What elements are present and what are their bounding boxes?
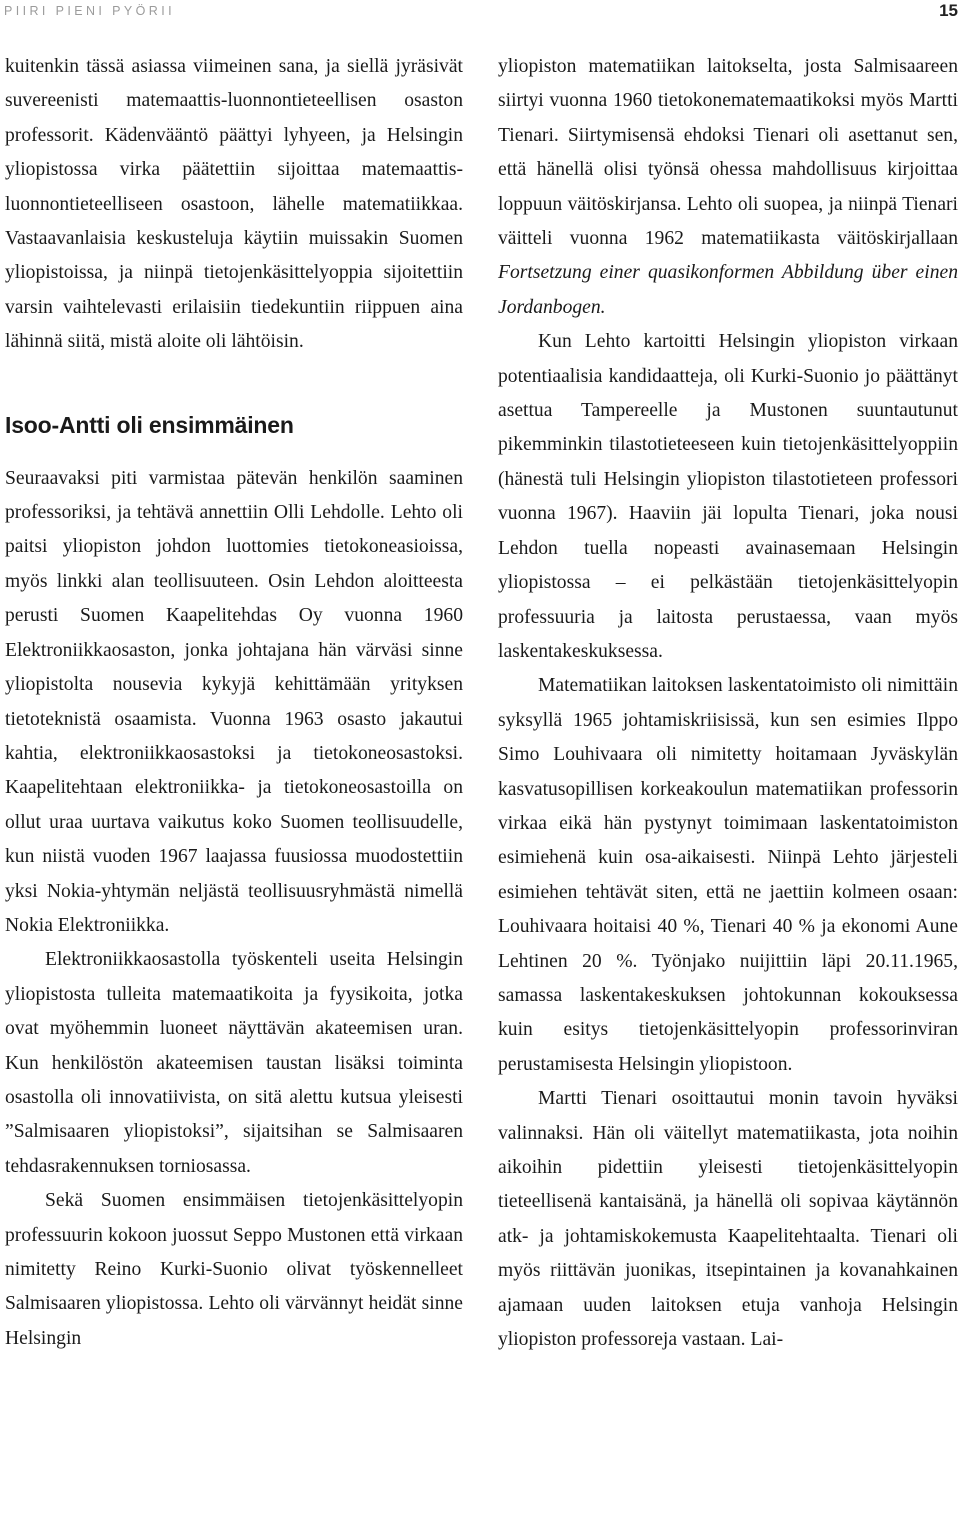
left-column bbox=[5, 50, 463, 1356]
paragraph: Martti Tienari osoittautui monin tavoin hyväksi valinnaksi. Hän oli väitellyt matematiikasta, jota noihin aikoihin pidettiin yleisesti tietojenkäsittelyopin tieteellisenä kantaisänä, ja hänellä oli sopivaa käytännön atk- ja johtamiskokemusta Kaapelitehtaalta. Tienari oli myös riittävän juonikas, itsepintainen ja kovanahkainen ajamaan uuden laitoksen etuja vanhoja Helsingin yliopiston professoreja vastaan. Lai- bbox=[498, 1088, 958, 1351]
paragraph: kuitenkin tässä asiassa viimeinen sana, ja siellä jyräsivät suvereenisti matemaattis-luonnontieteellisen osaston professorit. Kädenvääntö päättyi lyhyeen, ja Helsingin yliopistossa virka päätettiin sijoittaa matemaattis-luonnontieteelliseen osastoon, lähelle matematiikkaa. Vastaavanlaisia keskusteluja käytiin muissakin Suomen yliopistoissa, ja niinpä tietojenkäsittelyoppia sijoitettiin varsin vaihtelevasti erilaisiin tiedekuntiin riippuen aina lähinnä siitä, mistä aloite oli lähtöisin. bbox=[5, 56, 463, 353]
section-heading: Isoo-Antti oli ensimmäinen bbox=[5, 411, 294, 438]
paragraph: Matematiikan laitoksen laskentatoimisto oli nimittäin syksyllä 1965 johtamiskriisissä, kun sen esimies Ilppo Simo Louhivaara oli nimitetty hoitamaan Jyväskylän kasvatusopillisen korkeakoulun matematiikan professorin virkaa eikä hän pystynyt toimimaan laskentatoimiston esimiehenä kuin osa-aikaisesti. Niinpä Lehto järjesteli esimiehen tehtävät siten, että ne jaettiin kolmeen osaan: Louhivaara hoitaisi 40 %, Tienari 40 % ja ekonomi Aune Lehtinen 20 %. Työnjako nuijittiin läpi 20.11.1965, samassa laskentakeskuksen johtokunnan kokouksessa kuin esitys tietojenkäsittelyopin professorinviran perustamisesta Helsingin yliopistoon. bbox=[498, 675, 958, 1075]
paragraph: Kun Lehto kartoitti Helsingin yliopiston virkaan potentiaalisia kandidaatteja, oli Kurki-Suonio jo päättänyt asettua Tampereelle ja Mustonen suuntautunut pikemminkin tilastotieteeseen kuin tietojenkäsittelyoppiin (hänestä tuli Helsingin yliopiston tilastotieteen professori vuonna 1967). Haaviin jäi lopulta Tienari, joka nousi Lehdon tuella nopeasti avainasemaan Helsingin yliopistossa – ei pelkästään tietojenkäsittelyopin professuuria ja laitosta perustaessa, vaan myös laskentakeskuksessa. bbox=[498, 331, 958, 662]
right-column bbox=[498, 50, 958, 1357]
paragraph bbox=[498, 50, 958, 325]
paragraph: Seuraavaksi piti varmistaa pätevän henkilön saaminen professoriksi, ja tehtävä annettiin Olli Lehdolle. Lehto oli paitsi yliopiston johdon luottomies tietokoneasioissa, myös linkki alan teollisuuteen. Osin Lehdon aloitteesta perusti Suomen Kaapelitehdas Oy vuonna 1960 Elektroniikkaosaston, jonka johtajana hän värväsi sinne yliopistolta nousevia kykyjä kehittämään yrityksen tietoteknistä osaamista. Vuonna 1963 osasto jakautui kahtia, elektroniikkaosastoksi ja tietokoneosastoksi. Kaapelitehtaan elektroniikka- ja tietokoneosastoilla on ollut uraa uurtava vaikutus koko Suomen teollisuudelle, kun niistä vuoden 1967 laajassa fuusiossa muodostettiin yksi Nokia-yhtymän neljästä teollisuusryhmästä nimellä Nokia Elektroniikka. bbox=[5, 467, 463, 936]
paragraph: Elektroniikkaosastolla työskenteli useita Helsingin yliopistosta tulleita matemaatikoita ja fyysikoita, jotka ovat myöhemmin luoneet näyttävän akateemisen uran. Kun henkilöstön akateemisen taustan lisäksi toiminta osastolla oli innovatiivista, on sitä alettu kutsua yleisesti ”Salmisaaren yliopistoksi”, sijaitsihan se Salmisaaren tehdasrakennuksen torniosassa. bbox=[5, 949, 463, 1177]
paragraph-text: yliopiston matematiikan laitokselta, josta Salmisaareen siirtyi vuonna 1960 tietokonematemaatikoksi myös Martti Tienari. Siirtymisensä ehdoksi Tienari oli asettanut sen, että hänellä olisi työnsä ohessa mahdollisuus kirjoittaa loppuun väitöskirjansa. Lehto oli suopea, ja niinpä Tienari väitteli vuonna 1962 matematiikasta väitöskirjallaan bbox=[498, 56, 958, 250]
running-title: PIIRI PIENI PYÖRII bbox=[4, 4, 175, 18]
page-number: 15 bbox=[939, 1, 958, 20]
paragraph: Sekä Suomen ensimmäisen tietojenkäsittelyopin professuurin kokoon juossut Seppo Mustonen että virkaan nimitetty Reino Kurki-Suonio olivat työskennelleet Salmisaaren yliopistossa. Lehto oli värvännyt heidät sinne Helsingin bbox=[5, 1190, 463, 1349]
dissertation-title: Fortsetzung einer quasikonformen Abbildung über einen Jordanbogen. bbox=[498, 262, 958, 318]
